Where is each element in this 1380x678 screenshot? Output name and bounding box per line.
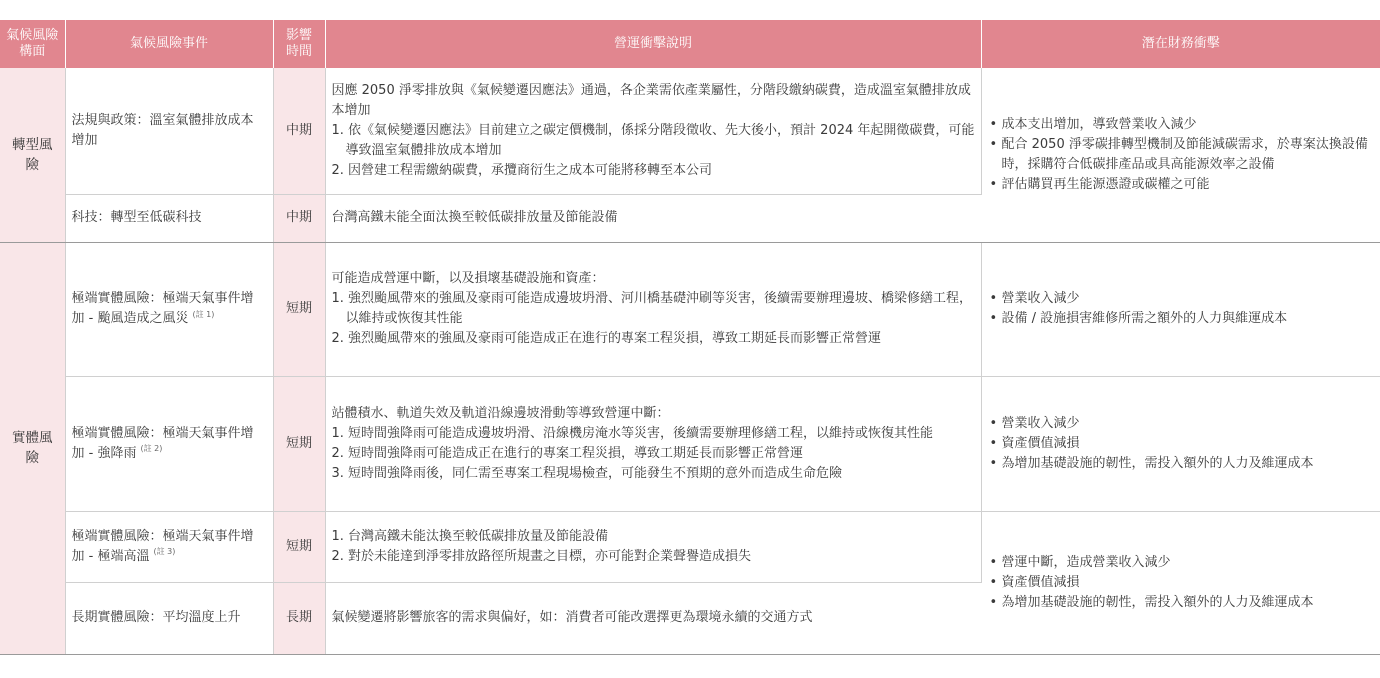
term-cell: 中期: [273, 68, 325, 194]
description-list: [332, 121, 975, 181]
description-item: 1. 台灣高鐵未能汰換至較低碳排放量及節能設備: [331, 528, 609, 544]
event-cell: [65, 68, 273, 194]
financial-list: [988, 115, 1375, 195]
description-intro: 可能造成營運中斷，以及損壞基礎設施和資產：: [331, 271, 605, 286]
header-category: 氣候風險構面: [0, 20, 65, 68]
table-row: [0, 242, 1380, 376]
description-intro: 站體積水、軌道失效及軌道沿線邊坡滑動等導致營運中斷：: [331, 405, 670, 421]
financial-list: [988, 414, 1375, 474]
financial-item: • 營運中斷，造成營業收入減少: [988, 553, 1375, 573]
term-cell: 中期: [273, 194, 325, 242]
description-list: [332, 289, 975, 349]
footnote-marker: (註 1): [192, 309, 215, 319]
category-cell: 轉型風險: [0, 68, 65, 242]
financial-cell: [981, 511, 1380, 654]
footnote-marker: (註 3): [153, 547, 176, 557]
financial-item: • 營業收入減少: [988, 289, 1375, 309]
financial-cell: [981, 376, 1380, 511]
description-list: [332, 424, 975, 484]
header-operational: 營運衝擊說明: [325, 20, 981, 68]
description-item: 2. 強烈颱風帶來的強風及豪雨可能造成正在進行的專案工程災損，導致工期延長而影響正常營運: [331, 331, 882, 346]
term-cell: 短期: [273, 242, 325, 376]
event-text: 法規與政策：溫室氣體排放成本增加: [71, 112, 254, 148]
term-cell: 長期: [273, 582, 325, 654]
description-intro: 氣候變遷將影響旅客的需求與偏好，如：消費者可能改選擇更為環境永續的交通方式: [331, 610, 813, 625]
table-header-row: [0, 20, 1380, 68]
event-cell: [65, 582, 273, 654]
event-text: 極端實體風險：極端天氣事件增加 - 颱風造成之風災: [71, 291, 254, 326]
description-cell: [325, 68, 981, 194]
table-row: [0, 376, 1380, 511]
description-cell: [325, 582, 981, 654]
description-cell: [325, 511, 981, 582]
description-item: 1. 依《氣候變遷因應法》目前建立之碳定價機制，係採分階段徵收、先大後小，預計 2024 年起開徵碳費，可能導致溫室氣體排放成本增加: [331, 122, 975, 158]
header-event: 氣候風險事件: [65, 20, 273, 68]
financial-list: [988, 553, 1375, 613]
description-cell: [325, 194, 981, 242]
event-text: 極端實體風險：極端天氣事件增加 - 強降雨: [71, 425, 254, 461]
description-item: 2. 短時間強降雨可能造成正在進行的專案工程災損，導致工期延長而影響正常營運: [331, 445, 804, 461]
description-cell: [325, 242, 981, 376]
description-list: [332, 527, 975, 567]
climate-risk-table: [0, 20, 1380, 655]
event-cell: [65, 242, 273, 376]
financial-item: • 資產價值減損: [988, 434, 1375, 454]
description-item: 2. 因營建工程需繳納碳費，承攬商衍生之成本可能將移轉至本公司: [331, 162, 713, 178]
description-intro: 台灣高鐵未能全面汰換至較低碳排放量及節能設備: [331, 210, 618, 225]
event-text: 科技：轉型至低碳科技: [71, 210, 202, 225]
financial-item: • 資產價值減損: [988, 573, 1375, 593]
financial-item: • 評估購買再生能源憑證或碳權之可能: [988, 175, 1375, 195]
financial-item: • 成本支出增加，導致營業收入減少: [988, 115, 1375, 135]
financial-cell: [981, 242, 1380, 376]
table-row: [0, 68, 1380, 194]
description-item: 2. 對於未能達到淨零排放路徑所規畫之目標，亦可能對企業聲譽造成損失: [331, 548, 752, 564]
footnote-marker: (註 2): [140, 444, 163, 454]
financial-item: • 配合 2050 淨零碳排轉型機制及節能減碳需求，於專案汰換設備時，採購符合低碳排產品或具高能源效率之設備: [988, 135, 1375, 175]
category-cell: 實體風險: [0, 242, 65, 654]
description-cell: [325, 376, 981, 511]
table-row: [0, 511, 1380, 582]
term-cell: 短期: [273, 376, 325, 511]
financial-list: [988, 289, 1375, 329]
description-item: 3. 短時間強降雨後，同仁需至專案工程現場檢查，可能發生不預期的意外而造成生命危險: [331, 465, 843, 481]
description-intro: 因應 2050 淨零排放與《氣候變遷因應法》通過，各企業需依產業屬性，分階段繳納碳費，造成溫室氣體排放成本增加: [331, 82, 971, 118]
financial-item: • 為增加基礎設施的韌性，需投入額外的人力及維運成本: [988, 593, 1375, 613]
financial-item: • 為增加基礎設施的韌性，需投入額外的人力及維運成本: [988, 454, 1375, 474]
term-cell: 短期: [273, 511, 325, 582]
header-term: 影響時間: [273, 20, 325, 68]
description-item: 1. 強烈颱風帶來的強風及豪雨可能造成邊坡坍滑、河川橋基礎沖刷等災害，後續需要辦理邊坡、橋梁修繕工程，以維持或恢復其性能: [331, 291, 973, 326]
financial-cell: [981, 68, 1380, 242]
financial-item: • 營業收入減少: [988, 414, 1375, 434]
event-cell: [65, 511, 273, 582]
financial-item: • 設備 / 設施損害維修所需之額外的人力與維運成本: [988, 309, 1375, 329]
event-cell: [65, 194, 273, 242]
event-text: 極端實體風險：極端天氣事件增加 - 極端高溫: [71, 528, 254, 564]
event-cell: [65, 376, 273, 511]
description-item: 1. 短時間強降雨可能造成邊坡坍滑、沿線機房淹水等災害，後續需要辦理修繕工程，以維持或恢復其性能: [331, 425, 934, 441]
event-text: 長期實體風險：平均溫度上升: [71, 610, 241, 625]
header-financial: 潛在財務衝擊: [981, 20, 1380, 68]
